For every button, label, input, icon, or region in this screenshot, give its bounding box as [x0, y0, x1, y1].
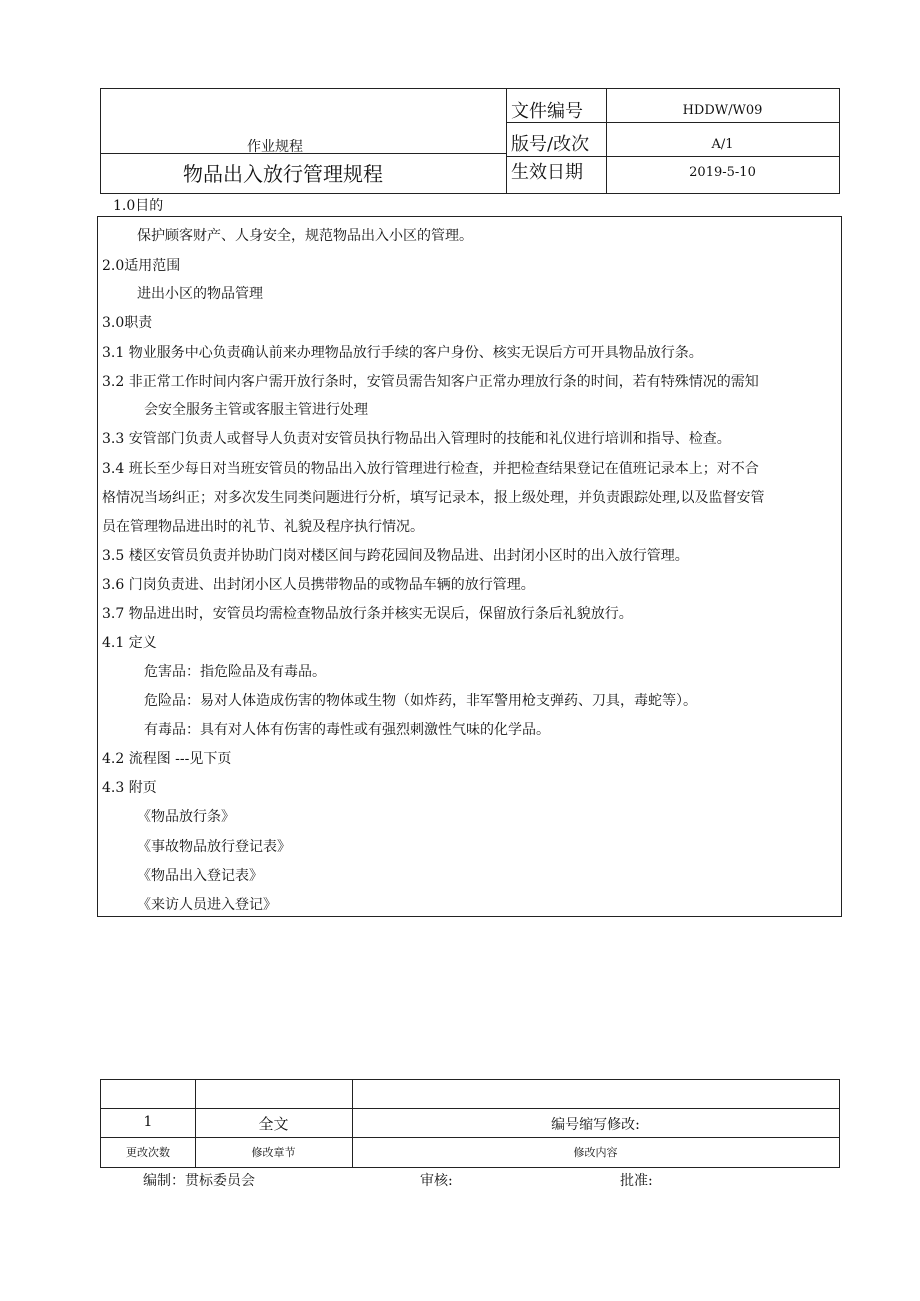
- section-title-scope: 2.0适用范围: [102, 258, 181, 274]
- body-line: 3.4 班长至少每日对当班安管员的物品出入放行管理进行检查，并把检查结果登记在值班记录本上；对不合: [102, 461, 759, 477]
- body-line: 会安全服务主管或客服主管进行处理: [144, 402, 368, 418]
- revision-content-value: 编号缩写修改:: [551, 1117, 640, 1133]
- divider: [101, 1137, 839, 1138]
- body-line: 危害品：指危险品及有毒品。: [144, 664, 326, 680]
- revision-section-value: 全文: [258, 1115, 289, 1133]
- body-line: 格情况当场纠正；对多次发生同类问题进行分析，填写记录本，报上级处理，并负责跟踪处理,以及监督安管: [102, 490, 765, 506]
- value-file-number: HDDW/W09: [682, 103, 763, 118]
- body-line: 有毒品：具有对人体有伤害的毒性或有强烈刺激性气味的化学品。: [144, 722, 550, 738]
- header-table: [100, 88, 840, 194]
- body-line: 3.7 物品进出时，安管员均需检查物品放行条并核实无误后，保留放行条后礼貌放行。: [102, 606, 633, 622]
- section-title-purpose: 1.0目的: [113, 198, 164, 214]
- revision-count-value: 1: [143, 1114, 153, 1130]
- divider: [506, 89, 507, 193]
- body-line: 危险品：易对人体造成伤害的物体或生物（如炸药，非军警用枪支弹药、刀具，毒蛇等）。: [144, 693, 697, 709]
- divider: [506, 156, 839, 157]
- body-line: 3.5 楼区安管员负责并协助门岗对楼区间与跨花园间及物品进、出封闭小区时的出入放行管理。: [102, 548, 689, 564]
- doc-title: 物品出入放行管理规程: [183, 162, 383, 186]
- appendix-item: 《事故物品放行登记表》: [137, 839, 291, 855]
- label-file-number: 文件编号: [511, 101, 583, 122]
- body-line: 进出小区的物品管理: [137, 286, 263, 302]
- value-version: A/1: [711, 137, 734, 152]
- body-line: 3.1 物业服务中心负责确认前来办理物品放行手续的客户身份、核实无误后方可开具物品放行条。: [102, 345, 703, 361]
- body-line: 3.2 非正常工作时间内客户需开放行条时，安管员需告知客户正常办理放行条的时间，若有特殊情况的需知: [102, 374, 759, 390]
- appendix-item: 《物品放行条》: [137, 809, 235, 825]
- body-line: 3.6 门岗负责进、出封闭小区人员携带物品的或物品车辆的放行管理。: [102, 577, 535, 593]
- revision-section-header: 修改章节: [251, 1146, 296, 1159]
- body-line: 3.3 安管部门负责人或督导人负责对安管员执行物品出入管理时的技能和礼仪进行培训和指导、检查。: [102, 431, 731, 447]
- divider: [101, 153, 506, 154]
- section-title-duties: 3.0职责: [102, 315, 153, 331]
- revision-table: [100, 1079, 840, 1168]
- label-version: 版号/改次: [511, 134, 590, 155]
- value-effective-date: 2019-5-10: [689, 165, 756, 180]
- revision-content-header: 修改内容: [573, 1146, 618, 1159]
- section-title-flowchart: 4.2 流程图 ---见下页: [102, 751, 232, 767]
- signature-reviewed: 审核:: [420, 1173, 453, 1189]
- divider: [101, 1108, 839, 1109]
- doc-category: 作业规程: [247, 139, 303, 155]
- label-effective-date: 生效日期: [511, 162, 583, 183]
- signature-compiled: 编制：贯标委员会: [143, 1173, 255, 1189]
- signature-approved: 批准:: [620, 1173, 653, 1189]
- appendix-item: 《来访人员进入登记》: [137, 897, 277, 913]
- revision-count-header: 更改次数: [126, 1146, 170, 1159]
- appendix-item: 《物品出入登记表》: [137, 868, 263, 884]
- body-line: 员在管理物品进出时的礼节、礼貌及程序执行情况。: [102, 519, 424, 535]
- body-line: 保护顾客财产、人身安全，规范物品出入小区的管理。: [137, 228, 473, 244]
- section-title-definitions: 4.1 定义: [102, 635, 157, 651]
- section-title-appendix: 4.3 附页: [102, 780, 157, 796]
